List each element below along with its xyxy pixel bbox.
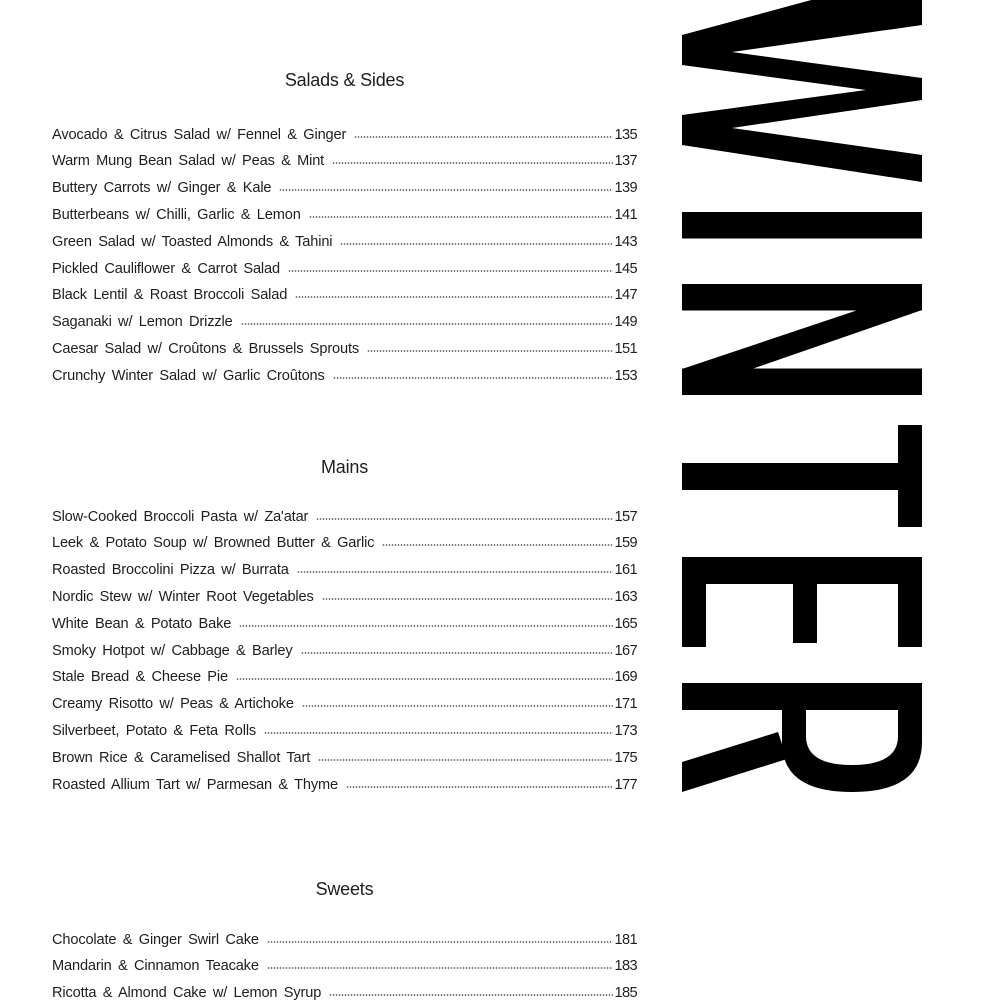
dot-leader bbox=[333, 377, 614, 379]
page-number: 145 bbox=[614, 260, 637, 277]
page-number: 171 bbox=[614, 696, 637, 713]
recipe-title: Crunchy Winter Salad w/ Garlic Croûtons bbox=[52, 367, 325, 384]
dot-leader bbox=[318, 759, 613, 761]
toc-entry[interactable] bbox=[52, 336, 637, 363]
section-heading-salads-sides: Salads & Sides bbox=[284, 70, 405, 90]
page-number: 177 bbox=[614, 776, 637, 793]
toc-entry[interactable] bbox=[52, 229, 637, 256]
toc-entry[interactable] bbox=[52, 282, 637, 309]
toc-entry[interactable] bbox=[52, 530, 637, 557]
dot-leader bbox=[267, 967, 614, 969]
recipe-title: Mandarin & Cinnamon Teacake bbox=[52, 958, 259, 975]
toc-entry[interactable] bbox=[52, 611, 637, 638]
dot-leader bbox=[279, 189, 613, 191]
toc-list-mains bbox=[52, 504, 637, 799]
dot-leader bbox=[264, 732, 613, 734]
toc-entry[interactable] bbox=[52, 363, 637, 390]
page-number: 181 bbox=[614, 931, 637, 948]
dot-leader bbox=[309, 216, 614, 218]
dot-leader bbox=[236, 678, 613, 680]
toc-entry[interactable] bbox=[52, 664, 637, 691]
recipe-title: Warm Mung Bean Salad w/ Peas & Mint bbox=[52, 153, 325, 170]
toc-entry[interactable] bbox=[52, 122, 637, 149]
season-title bbox=[682, 0, 922, 792]
dot-leader bbox=[301, 652, 614, 654]
dot-leader bbox=[340, 243, 613, 245]
section-heading-sweets: Sweets bbox=[315, 879, 374, 899]
recipe-title: Butterbeans w/ Chilli, Garlic & Lemon bbox=[52, 206, 301, 223]
recipe-title: Creamy Risotto w/ Peas & Artichoke bbox=[52, 696, 294, 713]
recipe-title: Brown Rice & Caramelised Shallot Tart bbox=[52, 749, 311, 766]
page-number: 167 bbox=[614, 642, 637, 659]
recipe-title: Black Lentil & Roast Broccoli Salad bbox=[52, 287, 288, 304]
page-number: 143 bbox=[614, 233, 637, 250]
dot-leader bbox=[329, 994, 613, 996]
dot-leader bbox=[239, 625, 613, 627]
dot-leader bbox=[367, 350, 613, 352]
page-number: 185 bbox=[614, 985, 637, 1002]
recipe-title: Stale Bread & Cheese Pie bbox=[52, 669, 228, 686]
toc-entry[interactable] bbox=[52, 927, 637, 954]
page-number: 139 bbox=[614, 180, 637, 197]
page-number: 161 bbox=[614, 562, 637, 579]
recipe-title: Chocolate & Ginger Swirl Cake bbox=[52, 931, 259, 948]
recipe-title: Slow-Cooked Broccoli Pasta w/ Za'atar bbox=[52, 508, 309, 525]
dot-leader bbox=[302, 705, 614, 707]
toc-entry[interactable] bbox=[52, 309, 637, 336]
page-number: 169 bbox=[614, 669, 637, 686]
recipe-title: Ricotta & Almond Cake w/ Lemon Syrup bbox=[52, 985, 322, 1002]
recipe-title: Green Salad w/ Toasted Almonds & Tahini bbox=[52, 233, 333, 250]
recipe-title: Avocado & Citrus Salad w/ Fennel & Ginger bbox=[52, 126, 347, 143]
dot-leader bbox=[322, 598, 614, 600]
dot-leader bbox=[332, 162, 613, 164]
toc-entry[interactable] bbox=[52, 175, 637, 202]
recipe-title: White Bean & Potato Bake bbox=[52, 615, 232, 632]
recipe-title: Saganaki w/ Lemon Drizzle bbox=[52, 314, 233, 331]
toc-entry[interactable] bbox=[52, 691, 637, 718]
toc-entry[interactable] bbox=[52, 584, 637, 611]
toc-list-sweets bbox=[52, 927, 637, 1007]
recipe-title: Roasted Broccolini Pizza w/ Burrata bbox=[52, 562, 289, 579]
recipe-title: Leek & Potato Soup w/ Browned Butter & Garlic bbox=[52, 535, 375, 552]
recipe-title: Roasted Allium Tart w/ Parmesan & Thyme bbox=[52, 776, 339, 793]
page-number: 151 bbox=[614, 340, 637, 357]
dot-leader bbox=[295, 296, 613, 298]
dot-leader bbox=[354, 136, 613, 138]
toc-entry[interactable] bbox=[52, 256, 637, 283]
dot-leader bbox=[382, 544, 613, 546]
toc-entry[interactable] bbox=[52, 772, 637, 799]
recipe-title: Smoky Hotpot w/ Cabbage & Barley bbox=[52, 642, 293, 659]
toc-list-salads-sides bbox=[52, 122, 637, 390]
recipe-title: Buttery Carrots w/ Ginger & Kale bbox=[52, 180, 272, 197]
page-number: 183 bbox=[614, 958, 637, 975]
dot-leader bbox=[346, 786, 613, 788]
recipe-title: Pickled Cauliflower & Carrot Salad bbox=[52, 260, 280, 277]
toc-entry[interactable] bbox=[52, 980, 637, 1007]
toc-entry[interactable] bbox=[52, 557, 637, 584]
page-number: 175 bbox=[614, 749, 637, 766]
dot-leader bbox=[241, 323, 614, 325]
page-number: 149 bbox=[614, 314, 637, 331]
page-number: 135 bbox=[614, 126, 637, 143]
toc-entry[interactable] bbox=[52, 953, 637, 980]
page-number: 137 bbox=[614, 153, 637, 170]
toc-entry[interactable] bbox=[52, 638, 637, 665]
toc-entry[interactable] bbox=[52, 202, 637, 229]
page-number: 153 bbox=[614, 367, 637, 384]
toc-entry[interactable] bbox=[52, 504, 637, 531]
page-number: 141 bbox=[614, 206, 637, 223]
recipe-title: Caesar Salad w/ Croûtons & Brussels Sprouts bbox=[52, 340, 360, 357]
recipe-title: Nordic Stew w/ Winter Root Vegetables bbox=[52, 588, 314, 605]
toc-entry[interactable] bbox=[52, 745, 637, 772]
page-number: 163 bbox=[614, 588, 637, 605]
page-number: 173 bbox=[614, 722, 637, 739]
page-number: 159 bbox=[614, 535, 637, 552]
page-number: 165 bbox=[614, 615, 637, 632]
recipe-title: Silverbeet, Potato & Feta Rolls bbox=[52, 722, 257, 739]
dot-leader bbox=[288, 270, 613, 272]
page-number: 157 bbox=[614, 508, 637, 525]
dot-leader bbox=[316, 518, 613, 520]
page-number: 147 bbox=[614, 287, 637, 304]
dot-leader bbox=[267, 941, 614, 943]
toc-entry[interactable] bbox=[52, 148, 637, 175]
dot-leader bbox=[297, 571, 614, 573]
section-heading-mains: Mains bbox=[320, 457, 368, 477]
toc-entry[interactable] bbox=[52, 718, 637, 745]
